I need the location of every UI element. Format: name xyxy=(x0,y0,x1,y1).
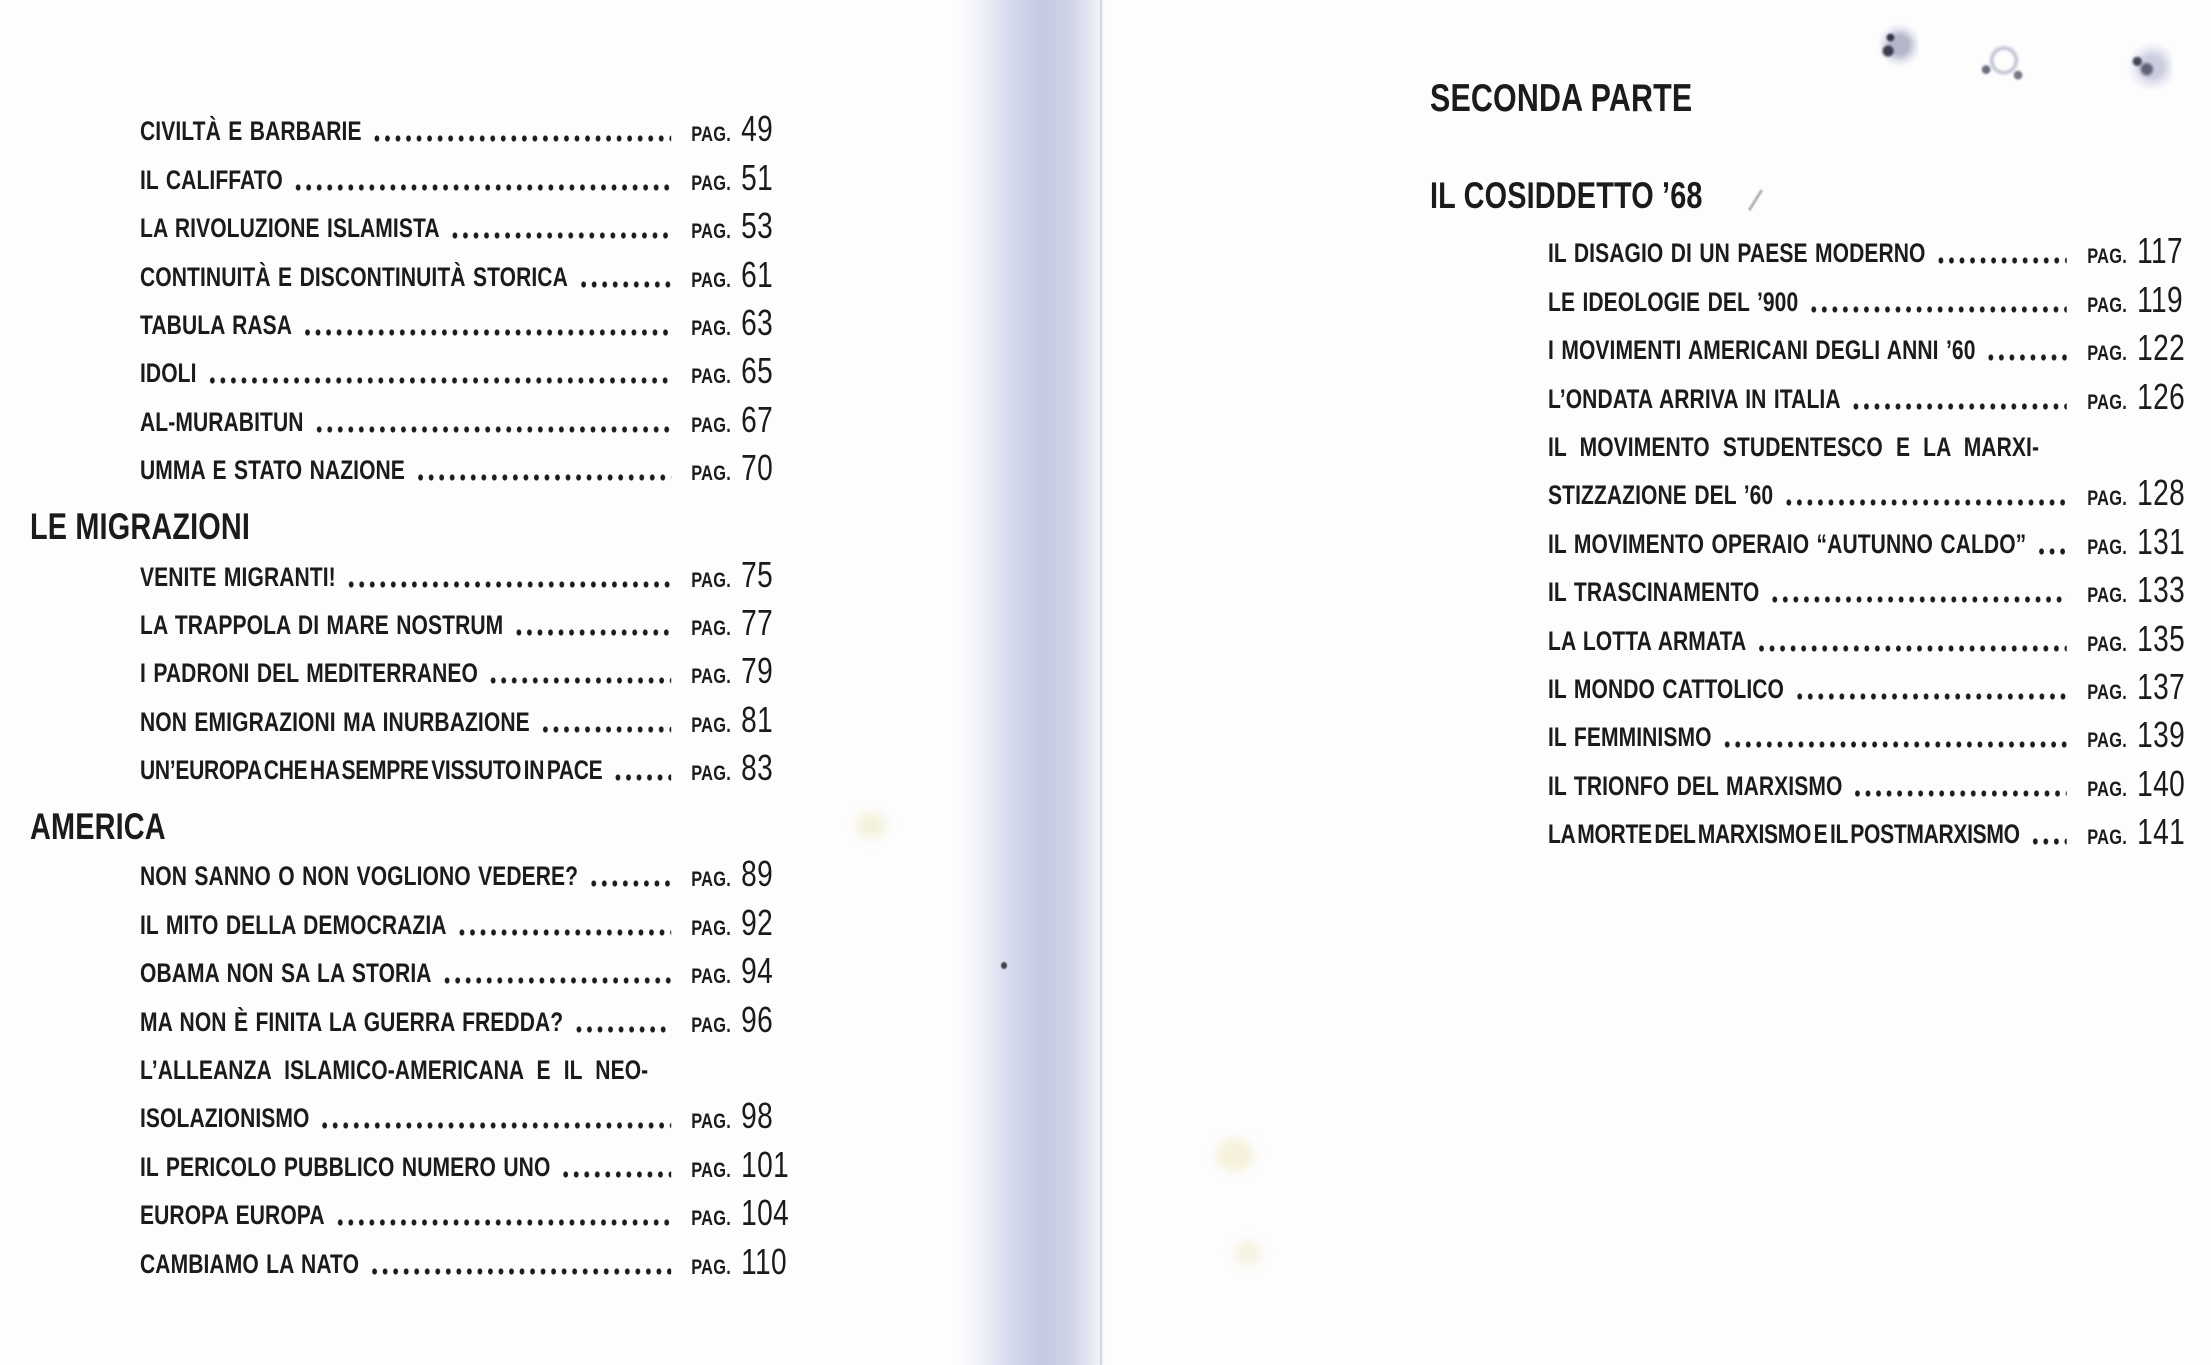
pag-label: PAG. xyxy=(691,1013,731,1037)
entry-title: IL MONDO CATTOLICO xyxy=(1548,673,1785,704)
book-spine-edge xyxy=(1100,0,1102,1365)
page-number: 53 xyxy=(741,205,774,247)
entry-title: MA NON È FINITA LA GUERRA FREDDA? xyxy=(140,1006,564,1037)
toc-entry-row xyxy=(140,547,802,595)
pag-label: PAG. xyxy=(691,220,731,244)
dot-leader xyxy=(561,1170,671,1179)
page-number: 61 xyxy=(741,253,774,295)
pag-label: PAG. xyxy=(691,268,731,292)
entry-title: IL MOVIMENTO OPERAIO “AUTUNNO CALDO” xyxy=(1548,528,2027,559)
paper-stain xyxy=(1216,1138,1254,1172)
page-number: 104 xyxy=(741,1192,790,1234)
entry-title: I MOVIMENTI AMERICANI DEGLI ANNI ’60 xyxy=(1548,335,1976,366)
toc-entry-row xyxy=(140,199,802,247)
section-entries xyxy=(30,847,802,1283)
entry-title: NON EMIGRAZIONI MA INURBAZIONE xyxy=(140,706,530,737)
page-number: 139 xyxy=(2137,714,2186,756)
pag-label: PAG. xyxy=(2087,632,2127,656)
dot-leader xyxy=(302,328,671,337)
section-heading: LE MIGRAZIONI xyxy=(30,506,251,548)
book-spine-shadow xyxy=(958,0,1110,1365)
dot-leader xyxy=(1770,595,2067,604)
toc-entry-row xyxy=(1548,805,2198,853)
entry-title: CAMBIAMO LA NATO xyxy=(140,1248,360,1279)
page-number: 128 xyxy=(2137,472,2186,514)
dot-leader xyxy=(1853,789,2067,798)
dot-leader xyxy=(578,280,671,289)
entry-title: L’ONDATA ARRIVA IN ITALIA xyxy=(1548,383,1841,414)
pag-label: PAG. xyxy=(691,1207,731,1231)
page-number: 94 xyxy=(741,950,774,992)
entry-title: IDOLI xyxy=(140,358,197,389)
dot-leader xyxy=(1756,644,2067,653)
pag-label: PAG. xyxy=(691,171,731,195)
entry-title: CIVILTÀ E BARBARIE xyxy=(140,116,362,147)
page-number: 67 xyxy=(741,398,774,440)
entry-title: IL TRIONFO DEL MARXISMO xyxy=(1548,770,1843,801)
page-number: 96 xyxy=(741,998,774,1040)
entry-title: NON SANNO O NON VOGLIONO VEDERE? xyxy=(140,861,579,892)
dot-leader xyxy=(415,473,671,482)
toc-entry-row xyxy=(140,596,802,644)
page-number: 110 xyxy=(741,1240,788,1282)
pag-label: PAG. xyxy=(691,1255,731,1279)
section-entries xyxy=(30,547,802,789)
entry-title: IL DISAGIO DI UN PAESE MODERNO xyxy=(1548,238,1926,269)
pag-label: PAG. xyxy=(691,462,731,486)
pag-label: PAG. xyxy=(691,916,731,940)
page-number: 122 xyxy=(2137,327,2186,369)
toc-entry-row xyxy=(1548,272,2198,320)
page-number: 133 xyxy=(2137,569,2186,611)
entry-title: LA TRAPPOLA DI MARE NOSTRUM xyxy=(140,609,504,640)
pag-label: PAG. xyxy=(691,316,731,340)
dot-leader xyxy=(207,376,671,385)
pag-label: PAG. xyxy=(2087,342,2127,366)
pag-label: PAG. xyxy=(2087,390,2127,414)
toc-entry-row xyxy=(1548,224,2198,272)
entry-title: CONTINUITÀ E DISCONTINUITÀ STORICA xyxy=(140,261,568,292)
toc-entry-row xyxy=(140,344,802,392)
entry-title: VENITE MIGRANTI! xyxy=(140,561,336,592)
pag-label: PAG. xyxy=(691,568,731,592)
pag-label: PAG. xyxy=(691,762,731,786)
pag-label: PAG. xyxy=(2087,293,2127,317)
dot-leader xyxy=(1808,305,2067,314)
pag-label: PAG. xyxy=(2087,487,2127,511)
toc-entry-row xyxy=(140,1041,802,1089)
dot-leader xyxy=(540,725,671,734)
page-number: 141 xyxy=(2137,811,2186,853)
toc-entry-row xyxy=(140,847,802,895)
page-number: 49 xyxy=(741,108,774,150)
section-heading: IL COSIDDETTO ’68 xyxy=(1430,175,1703,216)
dot-leader xyxy=(2030,837,2067,846)
entry-title: ISOLAZIONISMO xyxy=(140,1103,310,1134)
section-entries xyxy=(1430,224,2198,853)
page-number: 98 xyxy=(741,1095,774,1137)
toc-entry-row xyxy=(1548,756,2198,804)
page-number: 135 xyxy=(2137,617,2186,659)
toc-entry-row xyxy=(1548,369,2198,417)
entry-title: OBAMA NON SA LA STORIA xyxy=(140,958,432,989)
pag-label: PAG. xyxy=(691,616,731,640)
dot-leader xyxy=(457,928,671,937)
page-number: 92 xyxy=(741,901,774,943)
entry-title: STIZZAZIONE DEL ’60 xyxy=(1548,480,1774,511)
paper-stain xyxy=(856,812,886,838)
pag-label: PAG. xyxy=(2087,729,2127,753)
toc-entry-row xyxy=(1548,660,2198,708)
scan-speck-icon xyxy=(1872,20,1918,70)
toc-entry-row xyxy=(140,150,802,198)
toc-right-sections xyxy=(1430,162,2198,853)
page-number: 89 xyxy=(741,853,774,895)
pag-label: PAG. xyxy=(691,413,731,437)
dot-leader xyxy=(1794,692,2067,701)
pag-label: PAG. xyxy=(2087,584,2127,608)
entry-title: LA RIVOLUZIONE ISLAMISTA xyxy=(140,213,440,244)
toc-page-left xyxy=(30,0,802,1283)
page-number: 126 xyxy=(2137,375,2186,417)
entry-title: LE IDEOLOGIE DEL ’900 xyxy=(1548,286,1799,317)
dot-leader xyxy=(314,425,671,434)
toc-entry-row xyxy=(140,895,802,943)
page-number: 65 xyxy=(741,350,774,392)
pag-label: PAG. xyxy=(2087,680,2127,704)
section-heading: AMERICA xyxy=(30,806,166,848)
toc-entry-row xyxy=(1548,611,2198,659)
pag-label: PAG. xyxy=(691,123,731,147)
page-number: 79 xyxy=(741,650,774,692)
dot-leader xyxy=(488,676,671,685)
entry-title: IL FEMMINISMO xyxy=(1548,722,1712,753)
dot-leader xyxy=(320,1121,671,1130)
toc-entry-row xyxy=(1548,563,2198,611)
pag-label: PAG. xyxy=(691,965,731,989)
page-number: 63 xyxy=(741,301,774,343)
dot-leader xyxy=(573,1025,671,1034)
page-number: 83 xyxy=(741,747,774,789)
dot-leader xyxy=(1851,402,2067,411)
page-number: 51 xyxy=(741,156,774,198)
toc-entry-row xyxy=(140,102,802,150)
pag-label: PAG. xyxy=(691,1110,731,1134)
toc-entry-row xyxy=(140,392,802,440)
dot-leader xyxy=(588,879,671,888)
entry-title: AL-MURABITUN xyxy=(140,406,304,437)
pag-label: PAG. xyxy=(2087,826,2127,850)
dot-leader xyxy=(1783,498,2067,507)
toc-entry-row xyxy=(1548,418,2198,466)
dot-leader xyxy=(450,231,671,240)
entry-title: IL CALIFFATO xyxy=(140,164,283,195)
pag-label: PAG. xyxy=(691,713,731,737)
dot-leader xyxy=(613,773,671,782)
pag-label: PAG. xyxy=(691,868,731,892)
toc-entry-row xyxy=(140,1089,802,1137)
entry-title: UN’EUROPA CHE HA SEMPRE VISSUTO IN PACE xyxy=(140,755,603,786)
entry-title: TABULA RASA xyxy=(140,309,293,340)
dot-leader xyxy=(335,1218,671,1227)
scan-speck-icon xyxy=(2116,38,2172,90)
toc-entry-row xyxy=(140,741,802,789)
toc-entry-row xyxy=(140,644,802,692)
entry-title: UMMA E STATO NAZIONE xyxy=(140,455,405,486)
scan-speck-icon xyxy=(1972,42,2036,88)
pag-label: PAG. xyxy=(2087,777,2127,801)
toc-entry-row xyxy=(1548,466,2198,514)
page-number: 137 xyxy=(2137,665,2186,707)
page-number: 119 xyxy=(2137,278,2184,320)
dot-leader xyxy=(1722,740,2067,749)
entry-title: IL TRASCINAMENTO xyxy=(1548,577,1760,608)
page-number: 131 xyxy=(2137,520,2186,562)
entry-title: IL MOVIMENTO STUDENTESCO E LA MARXI- xyxy=(1548,431,2040,462)
page-number: 81 xyxy=(741,698,774,740)
pag-label: PAG. xyxy=(691,1158,731,1182)
scan-dot-mark xyxy=(1001,962,1007,969)
toc-entry-row xyxy=(140,441,802,489)
page-number: 117 xyxy=(2137,230,2184,272)
paper-stain xyxy=(1234,1240,1262,1266)
dot-leader xyxy=(372,134,671,143)
part-heading: SECONDA PARTE xyxy=(1430,77,1693,120)
toc-entry-row xyxy=(140,1234,802,1282)
toc-entry-row xyxy=(1548,321,2198,369)
dot-leader xyxy=(293,183,671,192)
page-number: 75 xyxy=(741,553,774,595)
dot-leader xyxy=(346,580,671,589)
toc-entry-row xyxy=(140,296,802,344)
entry-title: IL MITO DELLA DEMOCRAZIA xyxy=(140,909,447,940)
dot-leader xyxy=(1986,353,2067,362)
pag-label: PAG. xyxy=(691,365,731,389)
page-number: 140 xyxy=(2137,762,2186,804)
dot-leader xyxy=(369,1267,671,1276)
entry-title: L’ALLEANZA ISLAMICO-AMERICANA E IL NEO- xyxy=(140,1055,649,1086)
dot-leader xyxy=(1936,256,2067,265)
dot-leader xyxy=(513,628,671,637)
section-entries xyxy=(30,102,802,489)
entry-title: I PADRONI DEL MEDITERRANEO xyxy=(140,658,478,689)
page-number: 77 xyxy=(741,601,774,643)
pag-label: PAG. xyxy=(2087,245,2127,269)
toc-entry-row xyxy=(140,944,802,992)
entry-title: EUROPA EUROPA xyxy=(140,1200,325,1231)
entry-title: IL PERICOLO PUBBLICO NUMERO UNO xyxy=(140,1151,551,1182)
toc-entry-row xyxy=(140,247,802,295)
toc-entry-row xyxy=(1548,708,2198,756)
pag-label: PAG. xyxy=(2087,535,2127,559)
page-number: 70 xyxy=(741,447,774,489)
dot-leader xyxy=(2036,547,2067,556)
dot-leader xyxy=(442,976,671,985)
entry-title: LA MORTE DEL MARXISMO E IL POSTMARXISMO xyxy=(1548,819,2020,850)
toc-page-right xyxy=(1430,0,2198,853)
toc-entry-row xyxy=(140,992,802,1040)
toc-entry-row xyxy=(140,1186,802,1234)
entry-title: LA LOTTA ARMATA xyxy=(1548,625,1747,656)
toc-entry-row xyxy=(140,692,802,740)
toc-entry-row xyxy=(140,1137,802,1185)
toc-entry-row xyxy=(1548,514,2198,562)
pag-label: PAG. xyxy=(691,665,731,689)
page-number: 101 xyxy=(741,1143,790,1185)
